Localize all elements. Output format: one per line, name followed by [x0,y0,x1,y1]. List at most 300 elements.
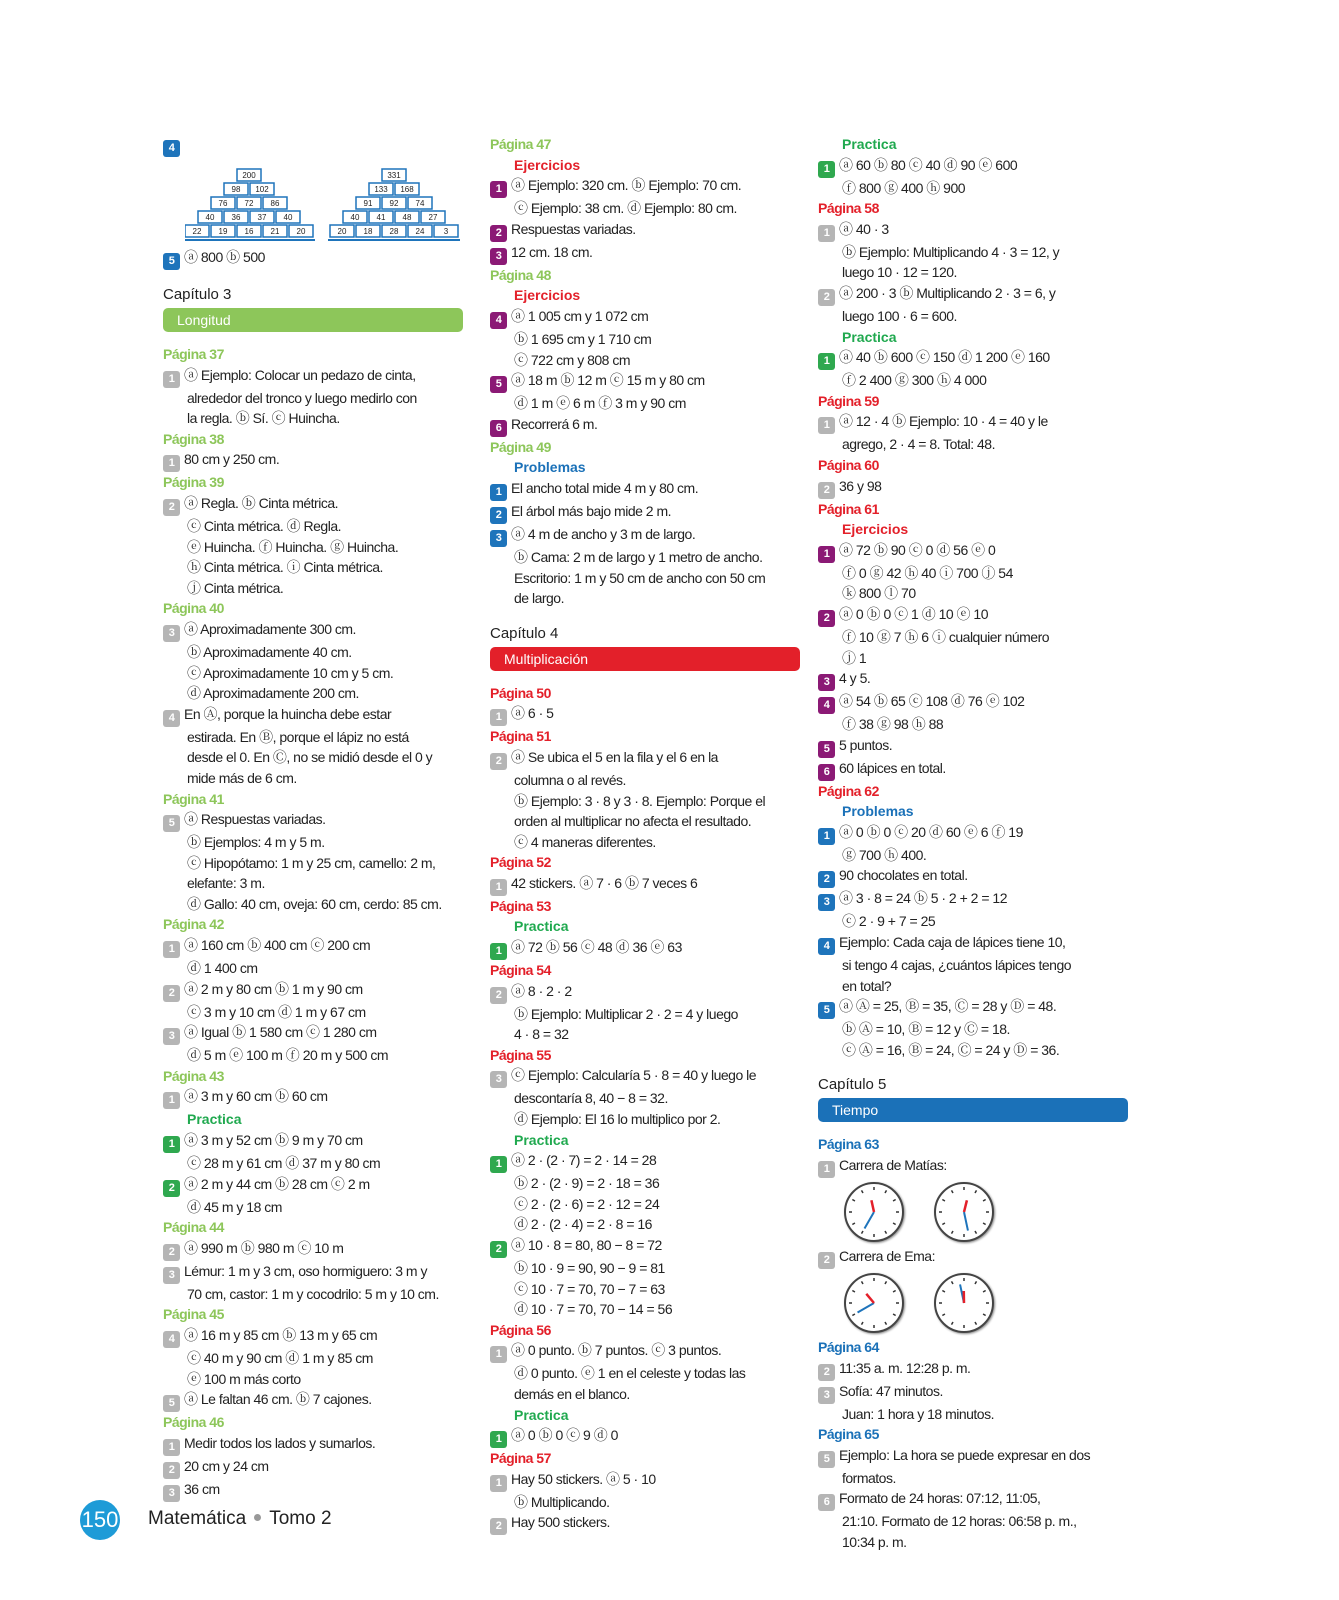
answer-line [163,516,463,537]
answer-text: ⓑ 10 · 9 = 90, 90 − 9 = 81 [514,1260,665,1276]
answer-line [818,1445,1128,1468]
answer-text: ⓒ 722 cm y 808 cm [514,351,630,368]
answer-line [163,768,463,789]
pyramid-cell-value: 76 [218,199,228,208]
page-heading: Página 46 [163,1414,224,1431]
pyramid-cell-value: 200 [242,171,256,180]
answer-text: ⓒ Aproximadamente 10 cm y 5 cm. [187,664,394,681]
answer-line [818,411,1128,434]
answer-text: Recorrerá 6 m. [511,415,598,432]
answer-line [490,981,800,1004]
page-heading: Página 54 [490,962,551,979]
answer-line [490,1173,800,1194]
item-number: 4 [163,140,180,157]
clocks-row [818,1178,1128,1246]
answer-line [163,642,463,663]
answer-text: ⓐ Le faltan 46 cm. ⓑ 7 cajones. [184,1391,372,1408]
answer-text: ⓐ 160 cm ⓑ 400 cm ⓒ 200 cm [184,937,371,954]
answer-line [490,1194,800,1215]
answer-line [163,1348,463,1369]
answer-text: ⓓ 0 punto. ⓔ 1 en el celeste y todas las [514,1365,746,1382]
col1-lines [163,247,463,1502]
answer-text: ⓐ 3 m y 52 cm ⓑ 9 m y 70 cm [184,1132,363,1149]
pyramid-cell-value: 37 [257,213,267,222]
page-number: 150 [80,1500,120,1540]
answer-text: ⓒ 3 m y 10 cm ⓓ 1 m y 67 cm [187,1003,366,1020]
answer-line [818,155,1128,178]
answer-line [163,1238,463,1261]
answer-line [818,627,1128,648]
answer-text: ⓐ 0 ⓑ 0 ⓒ 1 ⓓ 10 ⓔ 10 [839,605,989,622]
pyramid-cell [421,211,445,223]
chapter-bar: Multiplicación [490,647,800,671]
pyramid-cell-value: 22 [192,227,202,236]
answer-line [818,996,1128,1019]
answer-line [490,414,800,437]
answer-text: la regla. ⓑ Sí. ⓒ Huincha. [187,410,340,427]
answer-text: ⓐ 2 m y 80 cm ⓑ 1 m y 90 cm [184,980,363,997]
item-number: 2 [490,1241,507,1258]
chapter-title: Capítulo 5 [818,1076,887,1094]
answer-text: ⓐ Ejemplo: 320 cm. ⓑ Ejemplo: 70 cm. [511,177,742,194]
page-heading: Página 61 [818,500,879,517]
answer-text: ⓖ 700 ⓗ 400. [842,846,927,863]
pyramid-base [185,239,315,241]
answer-text: ⓐ 0 ⓑ 0 ⓒ 20 ⓓ 60 ⓔ 6 ⓕ 19 [839,823,1023,840]
pyramid-cell [330,225,354,237]
page-heading: Página 60 [818,456,879,473]
answer-line [163,1174,463,1197]
answer-text: ⓐ 1 005 cm y 1 072 cm [511,307,649,324]
answer-line [818,604,1128,627]
answer-line [818,583,1128,604]
answer-text: ⓓ 2 · (2 · 4) = 2 · 8 = 16 [514,1216,652,1233]
answer-text: En Ⓐ, porque la huincha debe estar [184,705,392,722]
answer-text: ⓒ 40 m y 90 cm ⓓ 1 m y 85 cm [187,1350,373,1366]
answer-text: 42 stickers. ⓐ 7 · 6 ⓑ 7 veces 6 [511,874,698,891]
pyramid-cell-value: 21 [270,227,280,236]
answer-line [818,976,1128,997]
answer-line [490,350,800,371]
answer-text: 10:34 p. m. [842,1534,907,1550]
answer-line [163,747,463,768]
answer-line [163,1130,463,1153]
answer-line [818,648,1128,669]
answer-text: Juan: 1 hora y 18 minutos. [842,1405,994,1422]
pyramid-cell-value: 36 [231,213,241,222]
answer-text: ⓐ 6 · 5 [511,705,554,722]
answer-text: formatos. [842,1469,896,1486]
answer-text: ⓐ 40 ⓑ 600 ⓒ 150 ⓓ 1 200 ⓔ 160 [839,349,1050,366]
answer-text: ⓑ 1 695 cm y 1 710 cm [514,330,652,347]
answer-text: El árbol más bajo mide 2 m. [511,502,672,519]
answer-text: ⓕ 38 ⓖ 98 ⓗ 88 [842,716,944,733]
answer-text: ⓐ 3 m y 60 cm ⓑ 60 cm [184,1088,328,1105]
answer-line [490,1088,800,1109]
pyramid-cell-value: 40 [350,213,360,222]
pyramid-cell [382,169,406,181]
answer-line [490,1384,800,1405]
answer-text: ⓕ 0 ⓖ 42 ⓗ 40 ⓘ 700 ⓙ 54 [842,564,1013,581]
answer-line [490,1512,800,1535]
answer-line [490,1299,800,1320]
item-number: 1 [490,1475,507,1492]
item-number: 3 [163,1267,180,1284]
answer-line [490,501,800,524]
answer-text: ⓐ 72 ⓑ 90 ⓒ 0 ⓓ 56 ⓔ 0 [839,541,996,558]
answer-line [163,1284,463,1305]
item-number: 5 [163,815,180,832]
page-heading: Página 41 [163,790,224,807]
answer-text: 36 cm [184,1480,220,1497]
pyramid-cell [369,211,393,223]
answer-line [490,1279,800,1300]
answer-text: ⓓ 1 m ⓔ 6 m ⓕ 3 m y 90 cm [514,395,686,412]
answer-text: Sofía: 47 minutos. [839,1382,943,1399]
answer-line [163,809,463,832]
clock-face-icon [846,1184,902,1240]
answer-text: ⓐ 3 · 8 = 24 ⓑ 5 · 2 + 2 = 12 [839,890,1007,907]
pyramid-cell-value: 98 [231,185,241,194]
pyramid-cell [382,197,406,209]
answer-text: 20 cm y 24 cm [184,1457,269,1474]
answer-line [818,242,1128,263]
answer-line [818,563,1128,584]
item-number: 2 [163,985,180,1002]
item-number: 1 [163,1092,180,1109]
answer-text: ⓐ 0 ⓑ 0 ⓒ 9 ⓓ 0 [511,1427,618,1444]
answer-line [818,668,1128,691]
footer-volume: Tomo 2 [269,1508,332,1529]
answer-text: ⓐ 0 punto. ⓑ 7 puntos. ⓒ 3 puntos. [511,1342,722,1359]
answer-line [490,832,800,853]
answer-text: ⓐ 990 m ⓑ 980 m ⓒ 10 m [184,1239,344,1256]
answer-text: ⓐ Igual ⓑ 1 580 cm ⓒ 1 280 cm [184,1024,377,1041]
item-number: 1 [490,943,507,960]
answer-text: elefante: 3 m. [187,875,265,892]
answer-text: 36 y 98 [839,477,882,494]
pyramid-cell [237,169,261,181]
answer-line [818,714,1128,735]
answer-line [163,1022,463,1045]
answer-text: ⓓ 45 m y 18 cm [187,1198,282,1215]
answer-line [163,1325,463,1348]
answer-text: ⓓ Aproximadamente 200 cm. [187,685,359,702]
answer-line [163,1433,463,1456]
answer-line [490,747,800,770]
answer-line [163,704,463,727]
pyramid-cell [211,225,235,237]
item-4-header [163,134,463,157]
section-heading: Practica [514,1406,569,1423]
answer-line [818,735,1128,758]
answer-line [490,306,800,329]
item-number: 1 [818,161,835,178]
column-1 [163,134,463,1502]
answer-text: ⓑ Ejemplo: 3 · 8 y 3 · 8. Ejemplo: Porque el [514,792,766,809]
answer-line [818,1468,1128,1489]
clock-face-icon [846,1275,902,1331]
answer-text: mide más de 6 cm. [187,769,297,786]
answer-text: ⓐ 40 · 3 [839,220,889,237]
pyramid-cell [211,197,235,209]
answer-text: Ejemplo: Cada caja de lápices tiene 10, [839,934,1066,951]
item-number: 3 [818,674,835,691]
answer-line [818,370,1128,391]
answer-line [490,1258,800,1279]
answer-text: ⓐ Respuestas variadas. [184,811,326,828]
item-number: 5 [490,376,507,393]
page-heading: Página 55 [490,1046,551,1063]
item-number: 3 [163,625,180,642]
answer-text: ⓔ 100 m más corto [187,1370,301,1387]
page-heading: Página 51 [490,728,551,745]
item-number: 4 [163,1331,180,1348]
answer-line [818,306,1128,327]
answer-text: 4 y 5. [839,670,871,687]
answer-line [163,1479,463,1502]
item-number: 2 [490,507,507,524]
item-number: 5 [163,1395,180,1412]
answer-text: ⓐ 4 m de ancho y 3 m de largo. [511,525,696,542]
item-number: 2 [818,610,835,627]
answer-text: ⓒ 28 m y 61 cm ⓓ 37 m y 80 cm [187,1155,381,1172]
item-number: 1 [163,1439,180,1456]
answer-line [163,683,463,704]
answer-line [163,873,463,894]
answer-text: ⓐ 10 · 8 = 80, 80 − 8 = 72 [511,1237,662,1253]
item-number: 6 [818,1494,835,1511]
item-number: 4 [818,938,835,955]
answer-text: demás en el blanco. [514,1385,630,1402]
answer-text: desde el 0. En Ⓒ, no se midió desde el 0 y [187,749,433,766]
item-number: 3 [818,1387,835,1404]
answer-line [490,1235,800,1258]
answer-line [163,449,463,472]
footer-subject: Matemática [148,1508,247,1529]
page-heading: Página 39 [163,474,224,491]
answer-text: ⓑ Ejemplos: 4 m y 5 m. [187,834,325,851]
answer-text: ⓙ Cinta métrica. [187,579,284,596]
answer-line [490,198,800,219]
page-heading: Página 47 [490,136,551,152]
pyramid-cell-value: 41 [376,213,386,222]
pyramid-cell-value: 92 [389,199,399,208]
page-heading: Página 44 [163,1219,224,1236]
answer-line [490,478,800,501]
answer-line [490,370,800,393]
footer-dot-icon [254,1514,261,1521]
answer-text: luego 100 · 6 = 600. [842,307,957,324]
answer-text: Lémur: 1 m y 3 cm, oso hormiguero: 3 m y [184,1262,427,1279]
item-number: 4 [490,312,507,329]
answer-line [490,242,800,265]
page-heading: Página 62 [818,782,879,799]
pyramid-cell-value: 20 [296,227,306,236]
answer-line [490,1150,800,1173]
answer-text: ⓕ 10 ⓖ 7 ⓗ 6 ⓘ cualquier número [842,628,1050,645]
item-number: 2 [490,987,507,1004]
answer-line [818,1381,1128,1404]
chapter-title: Capítulo 3 [163,286,232,303]
column-3 [818,134,1128,1553]
answer-text: Escritorio: 1 m y 50 cm de ancho con 50 cm [514,569,766,586]
answer-text: ⓒ Ejemplo: Calcularía 5 · 8 = 40 y luego le [511,1067,757,1084]
answer-line [163,557,463,578]
answer-text: 60 lápices en total. [839,759,946,776]
answer-text: Respuestas variadas. [511,220,636,237]
answer-line [818,262,1128,283]
pyramid-cell-value: 27 [428,213,438,222]
column-2 [490,134,800,1535]
item-number: 4 [818,697,835,714]
answer-text: ⓓ Gallo: 40 cm, oveja: 60 cm, cerdo: 85 cm. [187,895,442,912]
answer-line [818,476,1128,499]
clock [934,1273,994,1333]
answer-text: ⓐ 72 ⓑ 56 ⓒ 48 ⓓ 36 ⓔ 63 [511,939,682,956]
section-heading: Ejercicios [514,287,581,304]
answer-text: 11:35 a. m. 12:28 p. m. [839,1359,971,1376]
answer-line [490,1214,800,1235]
section-heading: Practica [187,1111,242,1128]
answer-line [818,1246,1128,1269]
answer-text: 12 cm. 18 cm. [511,243,593,260]
item-number: 1 [490,181,507,198]
answer-text: ⓒ Hipopótamo: 1 m y 25 cm, camello: 2 m, [187,854,436,871]
pyramid-cell [289,225,313,237]
answer-line [490,791,800,812]
page-heading: Página 43 [163,1067,224,1084]
answer-line [818,691,1128,714]
answer-line [490,1065,800,1088]
pyramid-cell-value: 102 [255,185,269,194]
item-number: 6 [490,420,507,437]
answer-line [490,937,800,960]
answer-text: Medir todos los lados y sumarlos. [184,1434,376,1451]
item-number: 2 [818,871,835,888]
pyramid-cell-value: 168 [400,185,414,194]
section-heading: Practica [514,1131,569,1148]
item-number: 2 [163,1244,180,1261]
item-number: 1 [490,709,507,726]
item-number: 2 [818,1364,835,1381]
answer-line [490,770,800,791]
answer-line [163,1045,463,1066]
answer-text: ⓓ Ejemplo: El 16 lo multiplico por 2. [514,1111,721,1128]
clock [844,1273,904,1333]
answer-line [163,1197,463,1218]
item-number: 1 [818,546,835,563]
pyramid-cell-value: 74 [415,199,425,208]
answer-text: ⓑ Ejemplo: Multiplicando 4 · 3 = 12, y [842,243,1060,260]
answer-line [163,894,463,915]
pyramid-base [328,239,460,241]
pyramid-cell-value: 86 [270,199,280,208]
chapter-bar: Longitud [163,308,463,332]
answer-text: ⓐ 16 m y 85 cm ⓑ 13 m y 65 cm [184,1327,378,1343]
pyramid-cell [434,225,458,237]
answer-line [818,1155,1128,1178]
answer-line [818,758,1128,781]
answer-line [163,1002,463,1023]
answer-text: columna o al revés. [514,771,626,788]
answer-line [490,547,800,568]
answer-line [818,822,1128,845]
page-heading: Página 50 [490,684,551,701]
number-pyramids [185,157,463,247]
item-number: 6 [818,764,835,781]
pyramid-cell [356,197,380,209]
answer-line [818,1404,1128,1425]
answer-line [490,524,800,547]
pyramid-cell-value: 72 [244,199,254,208]
answer-text: si tengo 4 cajas, ¿cuántos lápices tengo [842,957,1072,974]
answer-text: ⓒ 4 maneras diferentes. [514,833,656,850]
item-number: 1 [490,1346,507,1363]
item-number: 3 [490,530,507,547]
page-heading: Página 64 [818,1339,879,1356]
item-number: 1 [490,484,507,501]
pyramid-cell-value: 40 [283,213,293,222]
answer-line [490,873,800,896]
answer-line [818,1488,1128,1511]
pyramid-cell [224,211,248,223]
answer-text: ⓑ Ejemplo: Multiplicar 2 · 2 = 4 y luego [514,1005,738,1022]
answer-line [818,434,1128,455]
pyramid-cell [198,211,222,223]
answer-line [163,1153,463,1174]
item-number: 3 [490,248,507,265]
pyramid-cell [185,225,209,237]
answer-line [818,1511,1128,1532]
answer-line [818,865,1128,888]
pyramid-cell [276,211,300,223]
answer-text: 21:10. Formato de 12 horas: 06:58 p. m., [842,1513,1077,1530]
answer-text: ⓚ 800 ⓛ 70 [842,585,916,602]
answer-text: ⓐ Ejemplo: Colocar un pedazo de cinta, [184,366,416,383]
answer-text: ⓒ Cinta métrica. ⓓ Regla. [187,517,341,534]
answer-line [818,932,1128,955]
col2-lines [490,134,800,1535]
page-heading: Página 63 [818,1136,879,1153]
answer-line [818,1019,1128,1040]
page-heading: Página 57 [490,1450,551,1467]
answer-line [163,663,463,684]
pyramid-cell [237,225,261,237]
section-heading: Practica [514,918,569,935]
page-heading: Página 52 [490,854,551,871]
pyramid-cell [263,225,287,237]
answer-line [490,703,800,726]
answer-text: ⓐ 54 ⓑ 65 ⓒ 108 ⓓ 76 ⓔ 102 [839,693,1025,710]
page-heading: Página 58 [818,200,879,217]
item-number: 2 [490,753,507,770]
chapter-title: Capítulo 4 [490,624,559,642]
answer-text: ⓒ Ⓐ = 16, Ⓑ = 24, Ⓒ = 24 y Ⓓ = 36. [842,1041,1060,1058]
answer-text: luego 10 · 12 = 120. [842,264,957,281]
pyramid-cell-value: 16 [244,227,254,236]
answer-line [490,811,800,832]
section-heading: Ejercicios [514,156,581,173]
page-heading: Página 49 [490,438,551,455]
pyramid-cell-value: 19 [218,227,228,236]
answer-line [818,219,1128,242]
answer-text: en total? [842,977,892,994]
pyramid-cell [343,211,367,223]
pyramid-cell-value: 91 [363,199,373,208]
answer-text: ⓒ 2 · (2 · 6) = 2 · 12 = 24 [514,1195,660,1212]
pyramid-cell-value: 18 [363,227,373,236]
